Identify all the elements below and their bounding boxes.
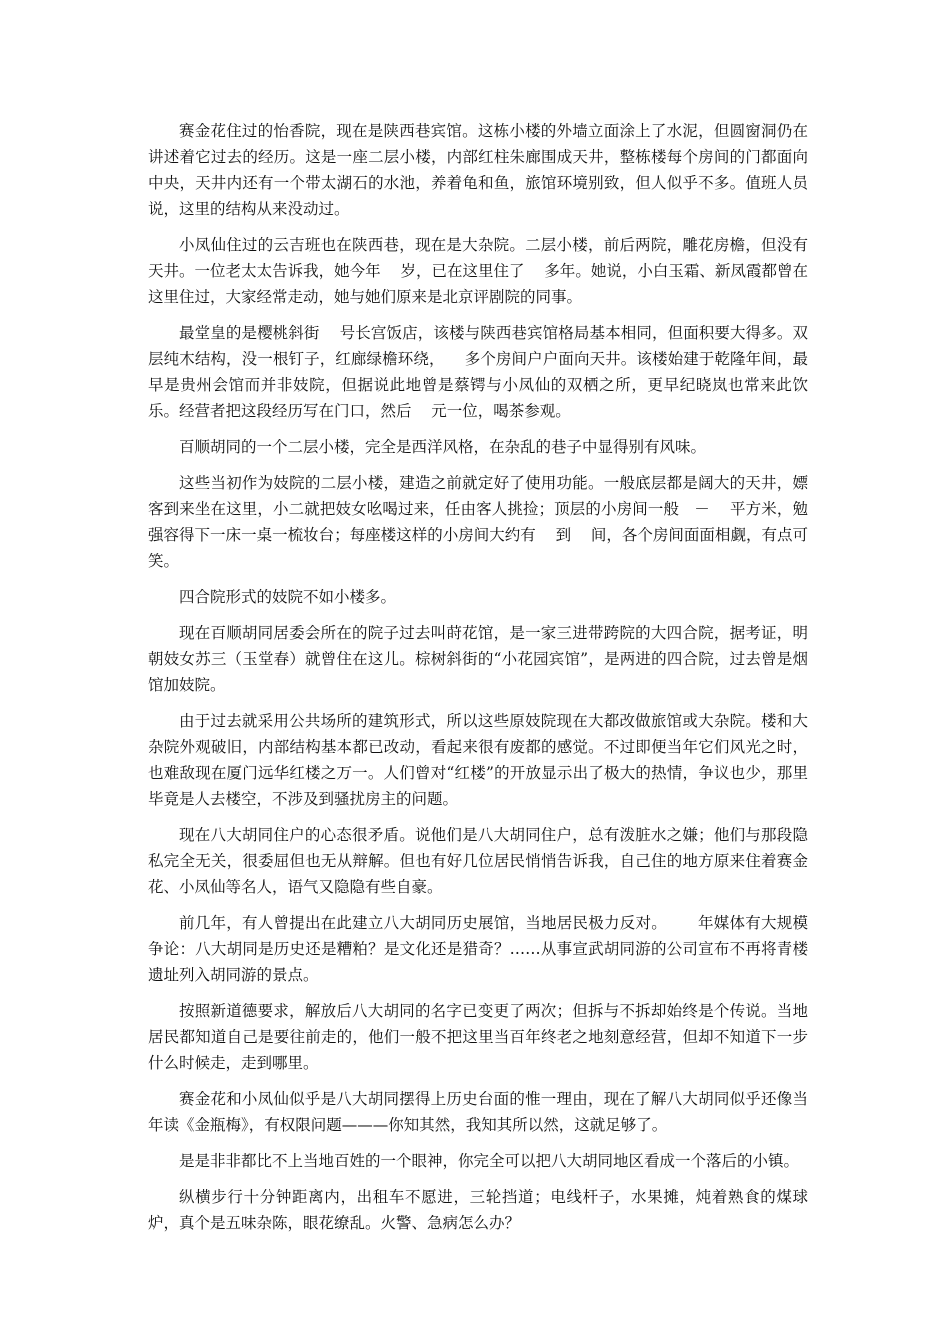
paragraph: 现在八大胡同住户的心态很矛盾。说他们是八大胡同住户，总有泼脏水之嫌；他们与那段隐私完全无关，很委屈但也无从辩解。但也有好几位居民悄悄告诉我，自己住的地方原来住着赛金花、小凤仙等名人，语气又隐隐有些自豪。 xyxy=(148,826,808,896)
paragraph: 四合院形式的妓院不如小楼多。 xyxy=(179,588,397,606)
paragraph: 前几年，有人曾提出在此建立八大胡同历史展馆，当地居民极力反对。 年媒体有大规模争论：八大胡同是历史还是糟粕？是文化还是猎奇？……从事宣武胡同游的公司宣布不再将青楼遗址列入胡同游的景点。 xyxy=(148,914,808,984)
article-body xyxy=(148,118,808,1246)
paragraph: 赛金花和小凤仙似乎是八大胡同摆得上历史台面的惟一理由，现在了解八大胡同似乎还像当年读《金瓶梅》，有权限问题———你知其然，我知其所以然，这就足够了。 xyxy=(148,1090,808,1134)
paragraph: 小凤仙住过的云吉班也在陕西巷，现在是大杂院。二层小楼，前后两院，雕花房檐，但没有天井。一位老太太告诉我，她今年 岁，已在这里住了 多年。她说，小白玉霜、新凤霞都曾在这里住过，大家经常走动，她与她们原来是北京评剧院的同事。 xyxy=(148,236,808,306)
paragraph: 由于过去就采用公共场所的建筑形式，所以这些原妓院现在大都改做旅馆或大杂院。楼和大杂院外观破旧，内部结构基本都已改动，看起来很有废都的感觉。不过即便当年它们风光之时，也难敌现在厦门远华红楼之万一。人们曾对“红楼”的开放显示出了极大的热情，争议也少，那里毕竟是人去楼空，不涉及到骚扰房主的问题。 xyxy=(148,712,808,808)
paragraph: 最堂皇的是樱桃斜街 号长宫饭店，该楼与陕西巷宾馆格局基本相同，但面积要大得多。双层纯木结构，没一根钉子，红廊绿檐环绕， 多个房间户户面向天井。该楼始建于乾隆年间，最早是贵州会馆而并非妓院，但据说此地曾是蔡锷与小凤仙的双栖之所，更早纪晓岚也常来此饮乐。经营者把这段经历写在门口，然后 元一位，喝茶参观。 xyxy=(148,324,808,420)
paragraph: 是是非非都比不上当地百姓的一个眼神，你完全可以把八大胡同地区看成一个落后的小镇。 xyxy=(179,1152,800,1170)
paragraph: 现在百顺胡同居委会所在的院子过去叫莳花馆，是一家三进带跨院的大四合院，据考证，明朝妓女苏三（玉堂春）就曾住在这儿。棕树斜街的“小花园宾馆”，是两进的四合院，过去曾是烟馆加妓院。 xyxy=(148,624,808,694)
paragraph: 百顺胡同的一个二层小楼，完全是西洋风格，在杂乱的巷子中显得别有风味。 xyxy=(179,438,707,456)
paragraph: 按照新道德要求，解放后八大胡同的名字已变更了两次；但拆与不拆却始终是个传说。当地居民都知道自己是要往前走的，他们一般不把这里当百年终老之地刻意经营，但却不知道下一步什么时候走，走到哪里。 xyxy=(148,1002,808,1072)
paragraph: 这些当初作为妓院的二层小楼，建造之前就定好了使用功能。一般底层都是阔大的天井，嫖客到来坐在这里，小二就把妓女吆喝过来，任由客人挑捡；顶层的小房间一般 － 平方米，勉强容得下一床一桌一梳妆台；每座楼这样的小房间大约有 到 间，各个房间面面相觑，有点可笑。 xyxy=(148,474,808,570)
paragraph: 纵横步行十分钟距离内，出租车不愿进，三轮挡道；电线杆子，水果摊，炖着熟食的煤球炉，真个是五味杂陈，眼花缭乱。火警、急病怎么办？ xyxy=(148,1188,808,1232)
paragraph: 赛金花住过的怡香院，现在是陕西巷宾馆。这栋小楼的外墙立面涂上了水泥，但圆窗洞仍在讲述着它过去的经历。这是一座二层小楼，内部红柱朱廊围成天井，整栋楼每个房间的门都面向中央，天井内还有一个带太湖石的水池，养着龟和鱼，旅馆环境别致，但人似乎不多。值班人员说，这里的结构从来没动过。 xyxy=(148,122,808,218)
